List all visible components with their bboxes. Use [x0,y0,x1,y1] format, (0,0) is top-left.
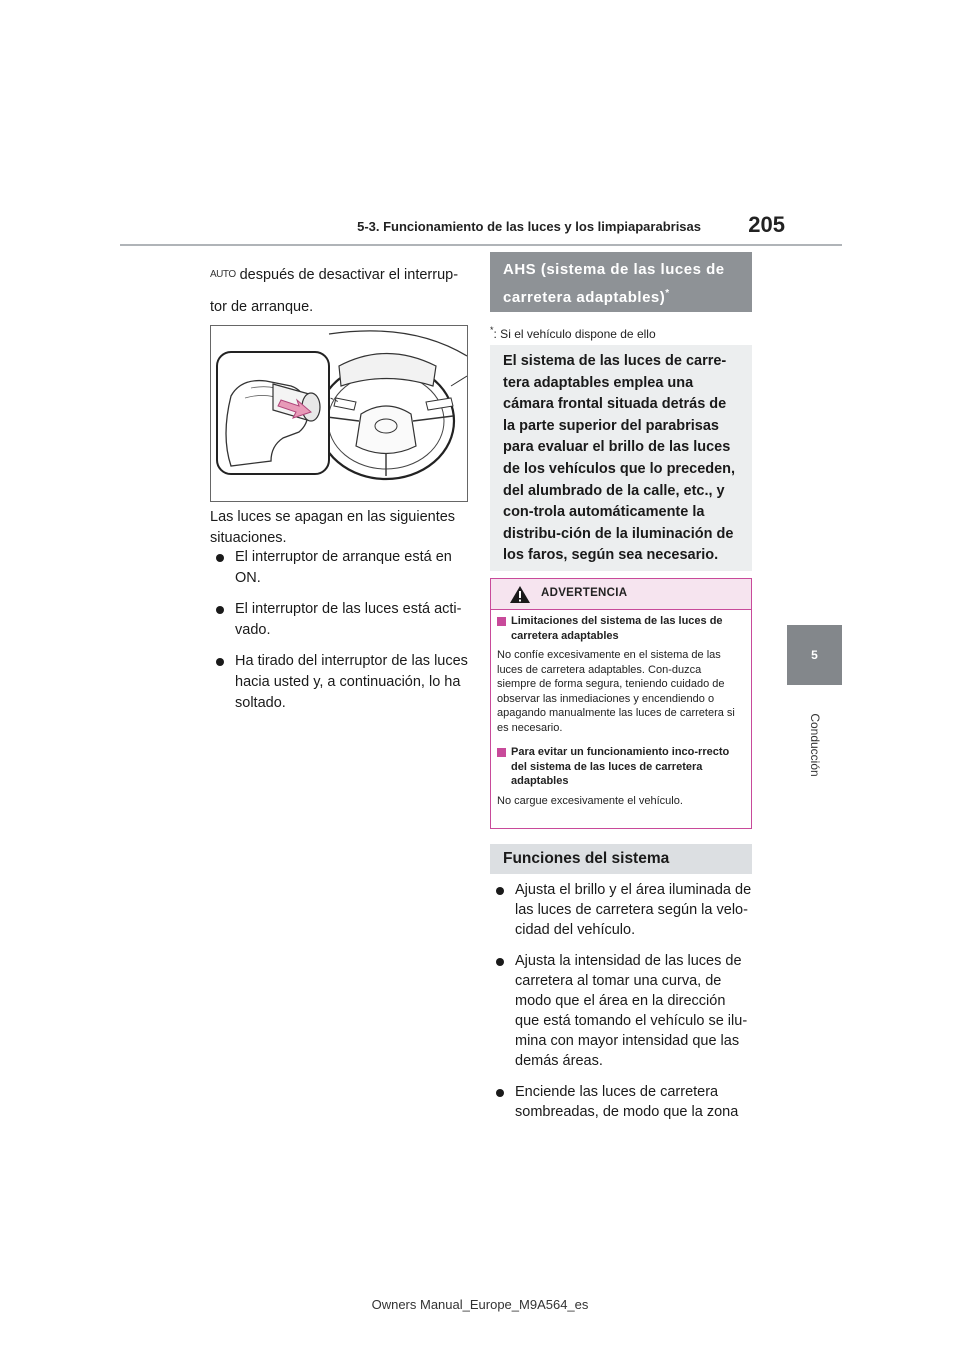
warning-triangle-icon [509,585,531,604]
chapter-tab-label-text: Conducción [807,713,822,777]
warning-title: ADVERTENCIA [541,587,628,599]
ahs-heading-footnote-mark: * [665,288,670,299]
functions-section-heading: Funciones del sistema [490,844,752,874]
auto-line-text: después de desactivar el interrup- [239,267,459,283]
lights-off-intro: Las luces se apagan en las siguientes situaciones. [210,509,456,546]
warning-subheading: Limitaciones del sistema de las luces de carretera adaptables [497,614,743,643]
chapter-tab-number: 5 [787,625,842,685]
auto-symbol-icon: AUTO [210,269,236,280]
list-item: Ajusta el brillo y el área iluminada de las luces de carretera según la velo-cidad del vehículo. [490,880,752,940]
list-item: Ajusta la intensidad de las luces de carretera al tomar una curva, de modo que el área en la dirección que está tomando el vehículo se ilu-mina con mayor intensidad que las demás áreas. [490,951,752,1071]
ahs-heading-text: AHS (sistema de las luces de carretera adaptables) [503,261,725,306]
ahs-section-heading [490,252,752,312]
warning-body [497,614,743,818]
warning-text: No cargue excesivamente el vehículo. [497,794,683,807]
warning-text: No confíe excesivamente en el sistema de las luces de carretera adaptables. Con-duzca siempre de forma segura, teniendo cuidado de observar las inmediaciones y encendiendo o apagando manualmente las luces de carretera si es necesario. [497,649,735,734]
warning-subheading: Para evitar un funcionamiento inco-rrecto del sistema de las luces de carretera adaptables [497,745,743,789]
steering-wheel-drawing [211,326,467,501]
warning-header [491,579,751,610]
warning-box [490,578,752,829]
list-item: El interruptor de arranque está en ON. [210,547,468,589]
lights-off-conditions [210,547,468,724]
footnote-text: : Si el vehículo dispone de ello [493,327,656,341]
list-item: Enciende las luces de carretera sombreadas, de modo que la zona [490,1082,752,1122]
chapter-tab-label [787,690,842,800]
footnote-mark: * [490,325,494,335]
availability-footnote [490,325,752,341]
list-item: Ha tirado del interruptor de las luces hacia usted y, a continuación, lo ha soltado. [210,651,468,714]
ahs-intro-box: El sistema de las luces de carre-tera adaptables emplea una cámara frontal situada detrás de la parte superior del parabrisas para evaluar el brillo de las luces de los vehículos que lo preceden, del alumbrado de la calle, etc., y con-trola automáticamente la distribu-ción de la iluminación de los faros, según sea necesario. [490,345,752,571]
footer-manual-id: Owners Manual_Europe_M9A564_es [371,1297,589,1312]
page-number: 205 [748,212,785,237]
steering-wheel-illustration [210,325,468,502]
auto-paragraph-line1 [210,264,468,286]
system-functions-list [490,880,752,1133]
list-item: El interruptor de las luces está acti-vado. [210,599,468,641]
running-header-section: 5-3. Funcionamiento de las luces y los limpiaparabrisas [357,219,701,234]
header-divider [120,244,842,246]
auto-paragraph-line2: tor de arranque. [210,299,314,315]
